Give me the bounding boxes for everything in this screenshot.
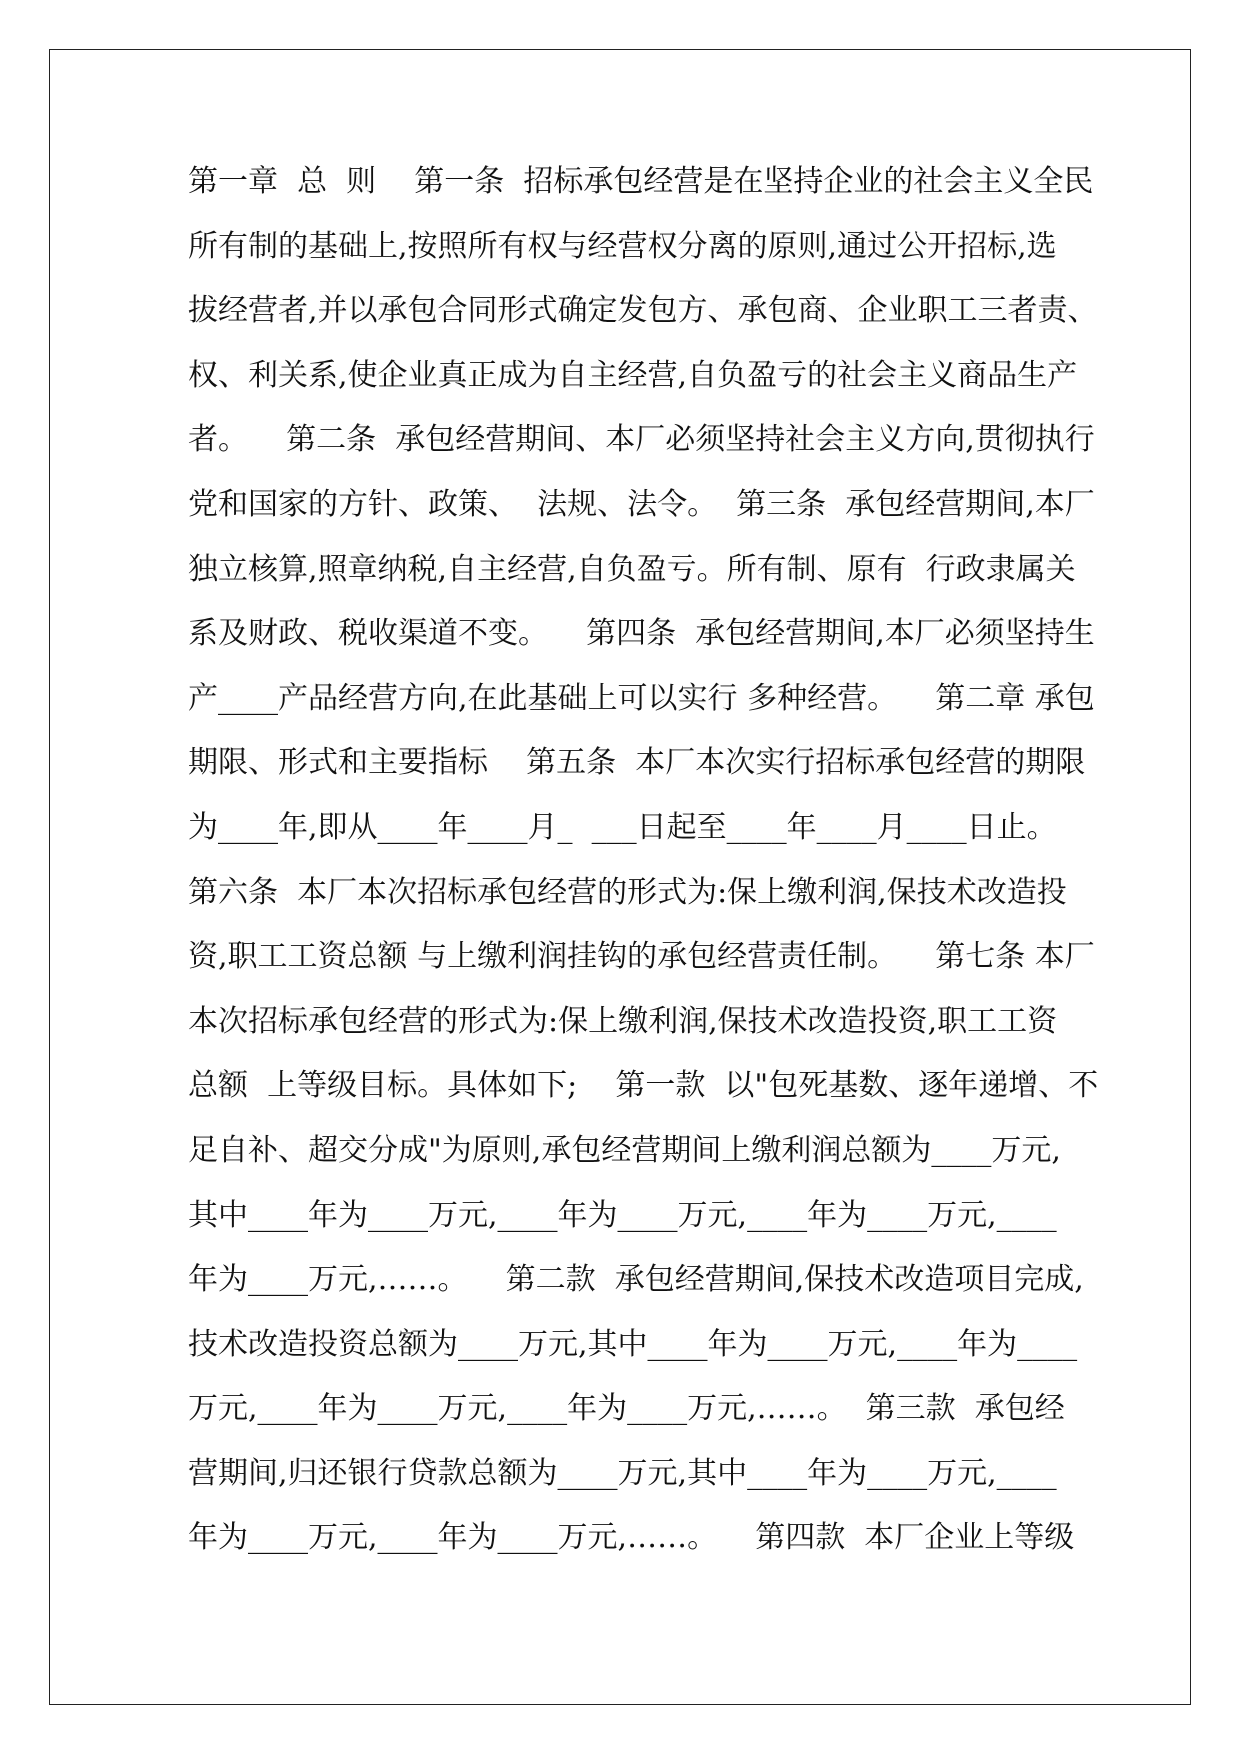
text-line: 为____年,即从____年____月_ ___日起至____年____月____日止。: [188, 809, 1057, 845]
text-line: 者。 第二条 承包经营期间、本厂必须坚持社会主义方向,贯彻执行: [188, 422, 1095, 458]
text-line: 营期间,归还银行贷款总额为____万元,其中____年为____万元,____: [188, 1455, 1057, 1491]
text-line: 第一章 总 则 第一条 招标承包经营是在坚持企业的社会主义全民: [188, 164, 1094, 199]
text-line: 足自补、超交分成"为原则,承包经营期间上缴利润总额为____万元,: [188, 1132, 1061, 1168]
text-line: 年为____万元,____年为____万元,……。 第四款 本厂企业上等级: [188, 1520, 1075, 1556]
text-line: 产____产品经营方向,在此基础上可以实行 多种经营。 第二章 承包: [188, 680, 1095, 716]
text-line: 年为____万元,……。 第二款 承包经营期间,保技术改造项目完成,: [188, 1262, 1084, 1298]
text-line: 万元,____年为____万元,____年为____万元,……。 第三款 承包经: [188, 1391, 1065, 1427]
document-body: [188, 150, 1099, 1571]
text-line: 本次招标承包经营的形式为:保上缴利润,保技术改造投资,职工工资: [188, 1003, 1058, 1039]
text-line: 拔经营者,并以承包合同形式确定发包方、承包商、企业职工三者责、: [188, 293, 1098, 329]
text-line: 所有制的基础上,按照所有权与经营权分离的原则,通过公开招标,选: [188, 228, 1057, 264]
text-line: 总额 上等级目标。具体如下; 第一款 以"包死基数、逐年递增、不: [188, 1068, 1099, 1104]
text-line: 期限、形式和主要指标 第五条 本厂本次实行招标承包经营的期限: [188, 745, 1086, 781]
text-line: 资,职工工资总额 与上缴利润挂钩的承包经营责任制。 第七条 本厂: [188, 939, 1095, 975]
text-line: 权、利关系,使企业真正成为自主经营,自负盈亏的社会主义商品生产: [188, 357, 1078, 393]
text-line: 独立核算,照章纳税,自主经营,自负盈亏。所有制、原有 行政隶属关: [188, 551, 1076, 587]
text-line: 党和国家的方针、政策、 法规、法令。 第三条 承包经营期间,本厂: [188, 486, 1095, 522]
text-line: 技术改造投资总额为____万元,其中____年为____万元,____年为____: [188, 1326, 1078, 1362]
text-line: 系及财政、税收渠道不变。 第四条 承包经营期间,本厂必须坚持生: [188, 616, 1095, 652]
text-line: 其中____年为____万元,____年为____万元,____年为____万元,____: [188, 1197, 1057, 1233]
text-line: 第六条 本厂本次招标承包经营的形式为:保上缴利润,保技术改造投: [188, 874, 1067, 910]
